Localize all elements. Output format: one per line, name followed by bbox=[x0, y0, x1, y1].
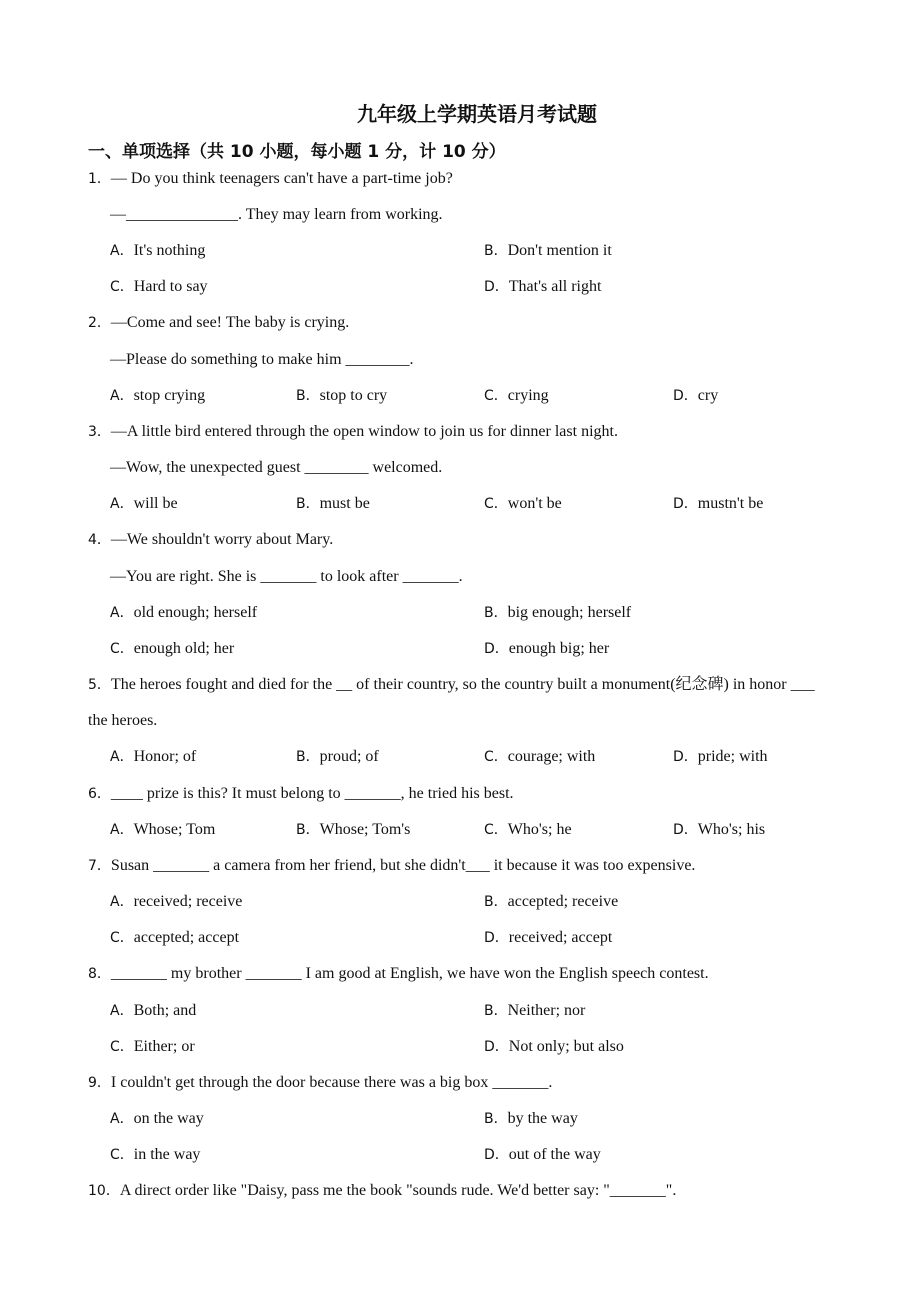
option-a[interactable] bbox=[110, 602, 257, 624]
option-label: C． bbox=[110, 1147, 134, 1163]
option-text: enough big; her bbox=[508, 640, 610, 657]
option-c[interactable] bbox=[110, 276, 208, 298]
option-label: A． bbox=[110, 822, 134, 838]
option-b[interactable] bbox=[484, 240, 612, 262]
option-b[interactable] bbox=[296, 493, 370, 515]
option-label: B． bbox=[484, 1003, 508, 1019]
option-label: D． bbox=[484, 641, 509, 657]
question-10 bbox=[88, 1180, 676, 1202]
option-text: out of the way bbox=[508, 1146, 601, 1163]
option-label: C． bbox=[484, 496, 508, 512]
option-label: B． bbox=[296, 749, 320, 765]
option-text: on the way bbox=[133, 1110, 204, 1127]
option-text: Hard to say bbox=[133, 278, 208, 295]
option-a[interactable] bbox=[110, 746, 196, 768]
option-c[interactable] bbox=[484, 746, 595, 768]
option-text: Honor; of bbox=[133, 748, 197, 765]
option-c[interactable] bbox=[484, 819, 572, 841]
option-text: big enough; herself bbox=[507, 604, 632, 621]
option-c[interactable] bbox=[110, 927, 239, 949]
option-text: That's all right bbox=[508, 278, 602, 295]
option-a[interactable] bbox=[110, 240, 205, 262]
option-text: accepted; accept bbox=[133, 929, 240, 946]
option-d[interactable] bbox=[673, 385, 718, 407]
option-label: D． bbox=[484, 1039, 509, 1055]
option-text: in the way bbox=[133, 1146, 201, 1163]
question-3 bbox=[88, 421, 618, 443]
option-text: received; receive bbox=[133, 893, 243, 910]
option-label: D． bbox=[673, 749, 698, 765]
option-d[interactable] bbox=[673, 493, 763, 515]
option-label: A． bbox=[110, 243, 134, 259]
option-label: C． bbox=[110, 930, 134, 946]
question-number: 1． bbox=[88, 171, 111, 187]
option-a[interactable] bbox=[110, 1108, 204, 1130]
option-label: D． bbox=[484, 279, 509, 295]
option-label: D． bbox=[484, 1147, 509, 1163]
option-a[interactable] bbox=[110, 819, 215, 841]
option-a[interactable] bbox=[110, 891, 242, 913]
question-number: 4． bbox=[88, 532, 111, 548]
question-text: _______ my brother _______ I am good at English, we have won the English speech contest. bbox=[110, 965, 709, 982]
question-text: —A little bird entered through the open window to join us for dinner last night. bbox=[110, 423, 618, 440]
option-d[interactable] bbox=[484, 927, 612, 949]
question-text: ____ prize is this? It must belong to _______, he tried his best. bbox=[110, 785, 514, 802]
question-number: 6． bbox=[88, 786, 111, 802]
option-label: A． bbox=[110, 894, 134, 910]
question-number: 5． bbox=[88, 677, 111, 693]
option-b[interactable] bbox=[484, 1108, 578, 1130]
question-number: 10． bbox=[88, 1183, 120, 1199]
option-c[interactable] bbox=[484, 493, 562, 515]
option-label: B． bbox=[484, 894, 508, 910]
question-text: A direct order like "Daisy, pass me the book "sounds rude. We'd better say: "_______". bbox=[119, 1182, 677, 1199]
option-a[interactable] bbox=[110, 493, 178, 515]
option-text: mustn't be bbox=[697, 495, 764, 512]
option-d[interactable] bbox=[484, 276, 601, 298]
question-text: — Do you think teenagers can't have a part-time job? bbox=[110, 170, 453, 187]
option-text: It's nothing bbox=[133, 242, 206, 259]
option-label: D． bbox=[673, 388, 698, 404]
option-label: D． bbox=[484, 930, 509, 946]
option-label: D． bbox=[673, 496, 698, 512]
option-text: crying bbox=[507, 387, 549, 404]
option-label: B． bbox=[484, 1111, 508, 1127]
option-c[interactable] bbox=[110, 1036, 195, 1058]
option-label: B． bbox=[296, 388, 320, 404]
question-7 bbox=[88, 855, 695, 877]
option-d[interactable] bbox=[673, 819, 765, 841]
option-label: C． bbox=[110, 1039, 134, 1055]
option-label: B． bbox=[296, 496, 320, 512]
question-text: —You are right. She is _______ to look after _______. bbox=[110, 568, 463, 585]
option-text: won't be bbox=[507, 495, 562, 512]
option-text: accepted; receive bbox=[507, 893, 619, 910]
option-text: courage; with bbox=[507, 748, 596, 765]
question-number: 9． bbox=[88, 1075, 111, 1091]
option-a[interactable] bbox=[110, 385, 205, 407]
option-text: proud; of bbox=[319, 748, 379, 765]
option-label: D． bbox=[673, 822, 698, 838]
option-text: Either; or bbox=[133, 1038, 195, 1055]
option-label: B． bbox=[484, 243, 508, 259]
option-c[interactable] bbox=[110, 1144, 200, 1166]
option-label: C． bbox=[484, 388, 508, 404]
option-label: C． bbox=[110, 279, 134, 295]
question-number: 8． bbox=[88, 966, 111, 982]
option-text: stop to cry bbox=[319, 387, 388, 404]
option-d[interactable] bbox=[673, 746, 768, 768]
question-1 bbox=[88, 168, 453, 190]
question-number: 3． bbox=[88, 424, 111, 440]
option-d[interactable] bbox=[484, 638, 609, 660]
option-text: Who's; his bbox=[697, 821, 766, 838]
page-title: 九年级上学期英语月考试题 bbox=[357, 102, 597, 126]
option-c[interactable] bbox=[484, 385, 549, 407]
question-text: the heroes. bbox=[88, 712, 158, 729]
option-label: A． bbox=[110, 605, 134, 621]
question-4 bbox=[88, 529, 333, 551]
option-text: Whose; Tom's bbox=[319, 821, 411, 838]
option-text: cry bbox=[697, 387, 719, 404]
option-text: Whose; Tom bbox=[133, 821, 216, 838]
question-text: —We shouldn't worry about Mary. bbox=[110, 531, 334, 548]
option-label: A． bbox=[110, 496, 134, 512]
question-text: Susan _______ a camera from her friend, but she didn't___ it because it was too expensive. bbox=[110, 857, 696, 874]
question-text: The heroes fought and died for the __ of their country, so the country built a monument(纪念碑) in honor ___ bbox=[110, 676, 815, 693]
option-text: Not only; but also bbox=[508, 1038, 624, 1055]
option-label: B． bbox=[296, 822, 320, 838]
option-b[interactable] bbox=[484, 1000, 585, 1022]
option-b[interactable] bbox=[296, 819, 410, 841]
option-text: will be bbox=[133, 495, 178, 512]
question-number: 7． bbox=[88, 858, 111, 874]
option-d[interactable] bbox=[484, 1036, 624, 1058]
question-text: —______________. They may learn from working. bbox=[110, 206, 443, 223]
option-text: Don't mention it bbox=[507, 242, 612, 259]
option-text: received; accept bbox=[508, 929, 613, 946]
question-text: —Come and see! The baby is crying. bbox=[110, 314, 350, 331]
question-9 bbox=[88, 1072, 552, 1094]
option-b[interactable] bbox=[484, 602, 631, 624]
option-a[interactable] bbox=[110, 1000, 196, 1022]
option-text: stop crying bbox=[133, 387, 206, 404]
option-text: by the way bbox=[507, 1110, 578, 1127]
question-text: —Wow, the unexpected guest ________ welcomed. bbox=[110, 459, 443, 476]
option-text: pride; with bbox=[697, 748, 768, 765]
question-5 bbox=[88, 674, 815, 696]
option-label: B． bbox=[484, 605, 508, 621]
option-text: Who's; he bbox=[507, 821, 572, 838]
option-text: enough old; her bbox=[133, 640, 235, 657]
section-heading: 一、单项选择（共 10 小题，每小题 1 分，计 10 分） bbox=[88, 142, 506, 162]
question-2 bbox=[88, 312, 349, 334]
option-text: must be bbox=[319, 495, 370, 512]
option-d[interactable] bbox=[484, 1144, 601, 1166]
option-label: C． bbox=[484, 822, 508, 838]
option-text: Both; and bbox=[133, 1002, 197, 1019]
question-8 bbox=[88, 963, 709, 985]
option-b[interactable] bbox=[296, 746, 379, 768]
question-text: I couldn't get through the door because there was a big box _______. bbox=[110, 1074, 553, 1091]
question-number: 2． bbox=[88, 315, 111, 331]
option-label: A． bbox=[110, 749, 134, 765]
option-b[interactable] bbox=[484, 891, 618, 913]
option-text: Neither; nor bbox=[507, 1002, 586, 1019]
option-label: C． bbox=[110, 641, 134, 657]
option-label: A． bbox=[110, 1003, 134, 1019]
option-c[interactable] bbox=[110, 638, 234, 660]
option-label: C． bbox=[484, 749, 508, 765]
option-text: old enough; herself bbox=[133, 604, 258, 621]
option-b[interactable] bbox=[296, 385, 387, 407]
option-label: A． bbox=[110, 388, 134, 404]
option-label: A． bbox=[110, 1111, 134, 1127]
question-text: —Please do something to make him ________. bbox=[110, 351, 414, 368]
question-6 bbox=[88, 783, 514, 805]
